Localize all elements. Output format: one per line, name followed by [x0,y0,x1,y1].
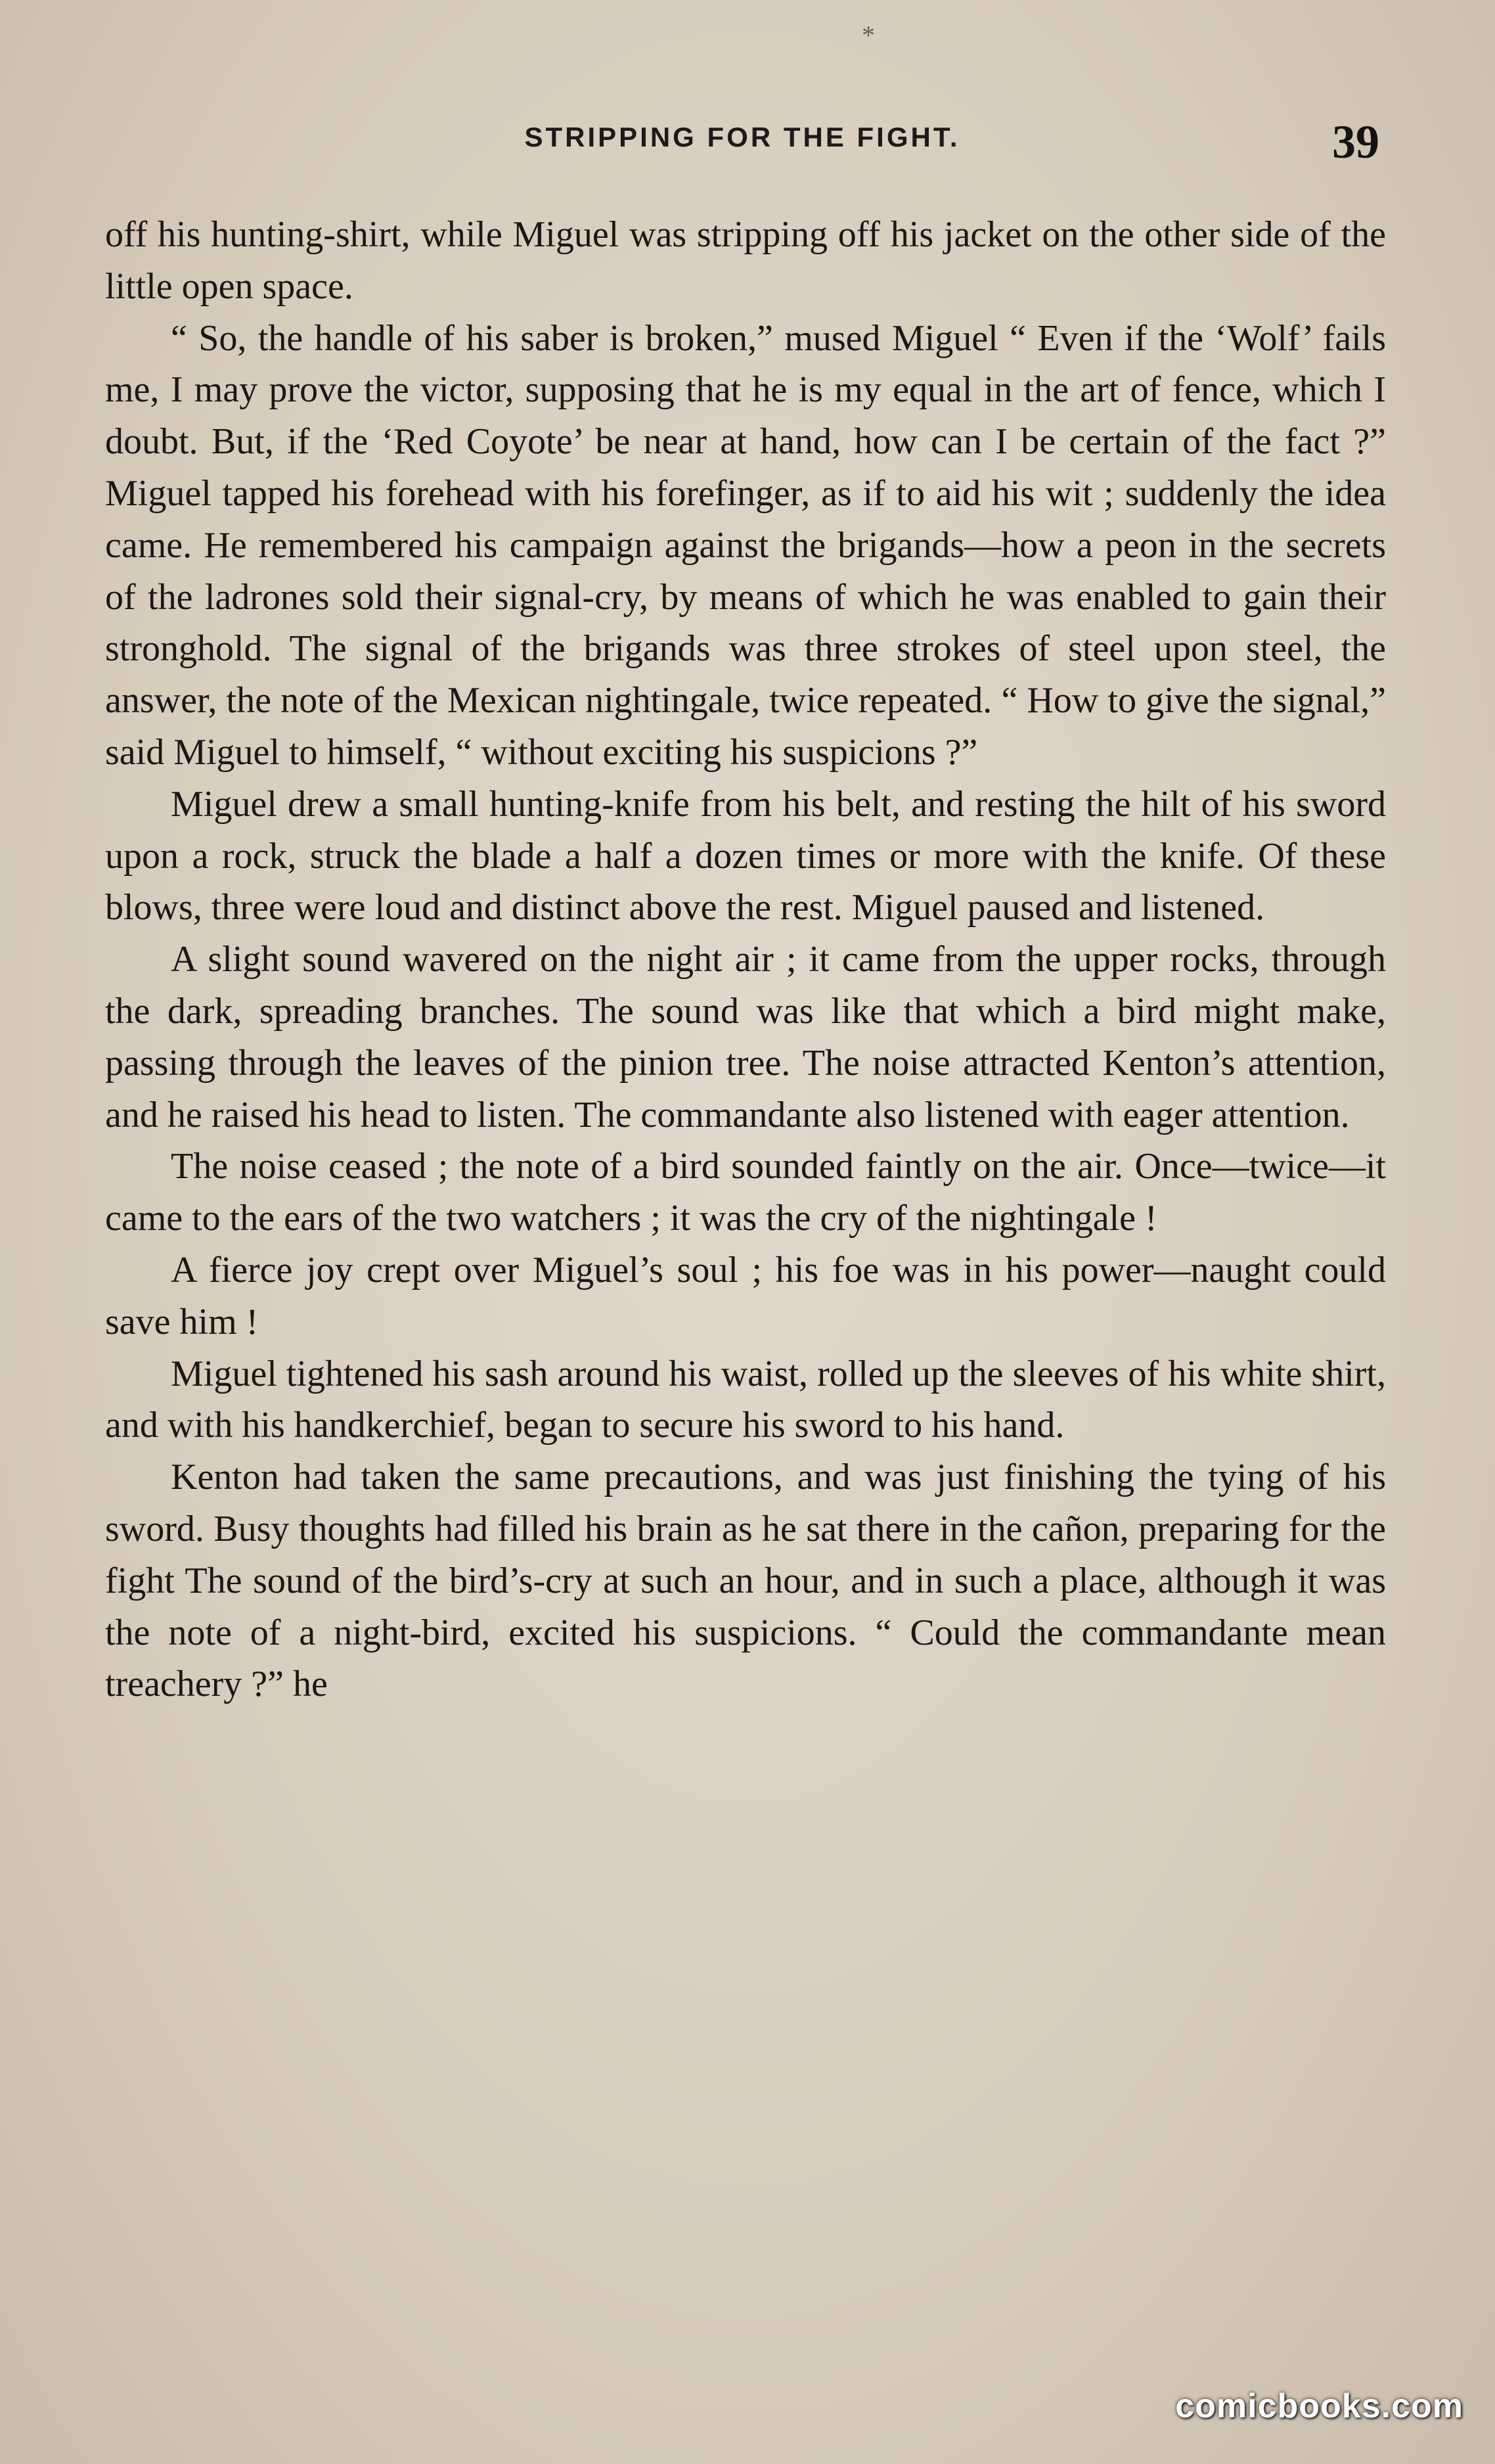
paragraph: The noise ceased ; the note of a bird sounded faintly on the air. Once—twice—it came to the ears of the two watchers ; it was the cry of the nightingale ! [105,1146,1386,1239]
watermark-logo: comicbooks.com [1175,2387,1463,2425]
print-speck: * [862,20,875,50]
paragraph: “ So, the handle of his saber is broken,” mused Miguel “ Even if the ‘Wolf’ fails me, I may prove the victor, supposing that he is my equal in the art of fence, which I doubt. But, if the ‘Red Coyote’ be near at hand, how can I be certain of the fact ?” Miguel tapped his forehead with his forefinger, as if to aid his wit ; suddenly the idea came. He remembered his campaign against the brigands—how a peon in the secrets of the ladrones sold their signal-cry, by means of which he was enabled to gain their stronghold. The signal of the brigands was three strokes of steel upon steel, the answer, the note of the Mexican nightingale, twice repeated. “ How to give the signal,” said Miguel to himself, “ without exciting his suspicions ?” [105,317,1386,773]
page-number: 39 [1332,116,1379,168]
paragraph: Miguel tightened his sash around his waist, rolled up the sleeves of his white shirt, and with his handkerchief, began to secure his sword to his hand. [105,1353,1386,1446]
paragraph: A fierce joy crept over Miguel’s soul ; his foe was in his power—naught could save him ! [105,1249,1386,1342]
page-header [105,115,1379,168]
paragraph: A slight sound wavered on the night air ; it came from the upper rocks, through the dark, spreading branches. The sound was like that which a bird might make, passing through the leaves of the pinion tree. The noise attracted Kenton’s attention, and he raised his head to listen. The commandante also listened with eager attention. [105,939,1386,1135]
body-text [105,209,1386,1710]
paragraph: Miguel drew a small hunting-knife from his belt, and resting the hilt of his sword upon a rock, struck the blade a half a dozen times or more with the knife. Of these blows, three were loud and distinct above the rest. Miguel paused and listened. [105,783,1386,928]
paragraph: Kenton had taken the same precautions, and was just finishing the tying of his sword. Busy thoughts had filled his brain as he sat there in the cañon, preparing for the fight The sound of the bird’s-cry at such an hour, and in such a place, although it was the note of a night-bird, excited his suspicions. “ Could the commandante mean treachery ?” he [105,1457,1386,1705]
running-title: STRIPPING FOR THE FIGHT. [524,122,960,152]
paragraph-continuation: off his hunting-shirt, while Miguel was stripping off his jacket on the other side of the little open space. [105,214,1386,307]
